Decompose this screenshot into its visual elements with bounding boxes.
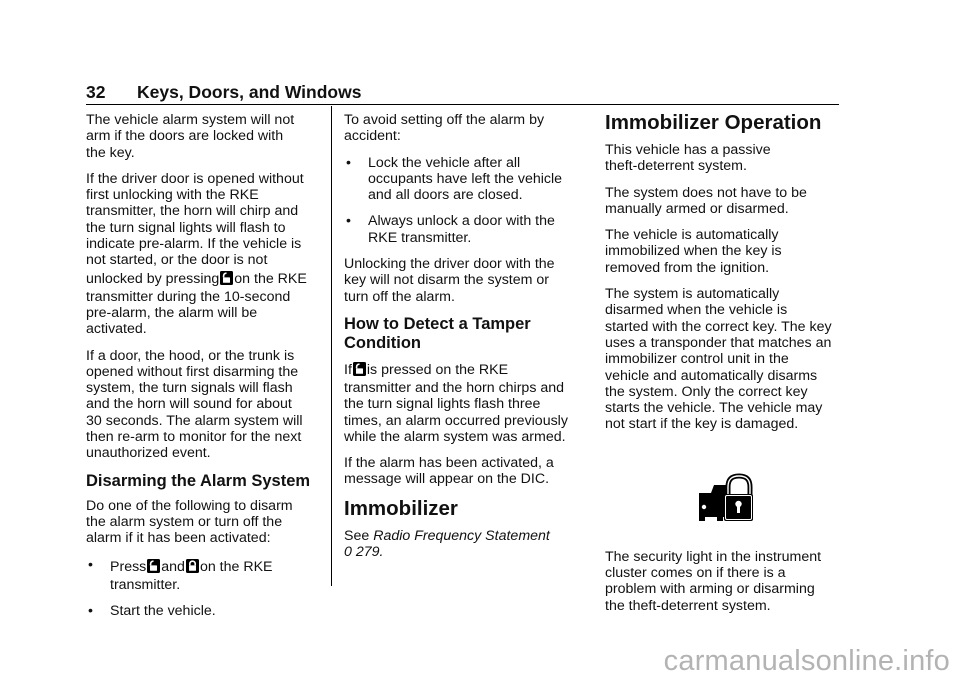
text-line: not started, or the door is not	[86, 252, 268, 269]
text-fragment: on the RKE	[199, 558, 273, 575]
text-line: starts the vehicle. The vehicle may	[605, 400, 823, 417]
text-line: and the horn will sound for about	[86, 396, 292, 413]
unlock-button-icon	[220, 271, 233, 285]
section-heading: Disarming the Alarm System	[86, 471, 311, 490]
section-heading: Immobilizer Operation	[605, 111, 822, 134]
text-line: started with the correct key. The key	[605, 318, 832, 335]
text-line: Condition	[344, 333, 421, 352]
text-line: pre-alarm, the alarm will be	[86, 304, 258, 321]
text-fragment: See	[344, 527, 370, 544]
text-line: the alarm system or turn off the	[86, 513, 283, 530]
text-line: unauthorized event.	[86, 445, 211, 462]
paragraph	[344, 455, 579, 488]
text-line: Start the vehicle.	[110, 602, 216, 619]
text-line: activated.	[86, 321, 147, 338]
text-line: the turn signal lights will flash to	[86, 219, 286, 236]
unlock-button-icon	[147, 559, 160, 573]
text-line: transmitter and the horn chirps and	[344, 379, 565, 396]
paragraph	[86, 171, 321, 338]
text-line: theft-deterrent system.	[605, 158, 747, 175]
text-line: problem with arming or disarming	[605, 581, 815, 598]
paragraph	[86, 112, 321, 161]
paragraph	[86, 348, 321, 462]
bullet: •	[88, 556, 93, 573]
text-line	[344, 528, 579, 544]
text-fragment: on the RKE	[234, 270, 307, 287]
text-line: disarmed when the vehicle is	[605, 302, 788, 319]
lock-button-icon	[186, 559, 199, 573]
text-line: then re-arm to monitor for the next	[86, 429, 302, 446]
column-1	[86, 112, 321, 629]
text-line: The vehicle is automatically	[605, 227, 779, 244]
watermark: carmanualsonline.info	[663, 645, 950, 677]
paragraph	[605, 227, 845, 276]
bullet: •	[346, 154, 351, 171]
text-line: accident:	[344, 128, 401, 145]
text-line: while the alarm system was armed.	[344, 428, 566, 445]
text-line: cluster comes on if there is a	[605, 565, 786, 582]
text-line: If a door, the hood, or the trunk is	[86, 347, 295, 364]
paragraph	[344, 256, 579, 305]
text-line: immobilized when the key is	[605, 243, 782, 260]
page-number: 32	[86, 82, 106, 102]
list-item	[344, 155, 579, 204]
text-line: RKE transmitter.	[368, 229, 472, 246]
page-header	[86, 82, 839, 105]
text-line: immobilizer control unit in the	[605, 351, 789, 368]
text-line: times, an alarm occurred previously	[344, 412, 568, 429]
security-light-icon	[697, 473, 753, 529]
paragraph	[86, 498, 321, 547]
paragraph	[605, 549, 845, 614]
section-heading: Immobilizer	[344, 496, 458, 520]
text-line	[110, 557, 321, 577]
text-line: 30 seconds. The alarm system will	[86, 412, 303, 429]
text-line: transmitter.	[110, 576, 181, 593]
paragraph	[344, 528, 579, 561]
text-line: The vehicle alarm system will not	[86, 112, 295, 128]
list-item	[344, 213, 579, 246]
bullet: •	[346, 213, 351, 230]
text-line: turn off the alarm.	[344, 288, 455, 305]
text-line: This vehicle has a passive	[605, 142, 771, 158]
column-divider	[331, 106, 332, 586]
text-line: Do one of the following to disarm	[86, 497, 293, 514]
cross-reference-link[interactable]: Radio Frequency Statement	[373, 527, 550, 544]
text-line: indicate pre-alarm. If the vehicle is	[86, 236, 302, 253]
text-line: vehicle and automatically disarms	[605, 367, 818, 384]
paragraph	[605, 286, 845, 433]
text-line: Always unlock a door with the	[368, 213, 555, 230]
text-line	[344, 360, 579, 380]
text-line: The system is automatically	[605, 286, 780, 303]
text-fragment: and	[161, 558, 185, 575]
text-line: the theft-deterrent system.	[605, 597, 771, 614]
text-line: the system. Only the correct key	[605, 383, 808, 400]
bullet: •	[88, 602, 93, 619]
text-line: uses a transponder that matches an	[605, 334, 832, 351]
text-line: opened without first disarming the	[86, 363, 299, 380]
text-line: removed from the ignition.	[605, 259, 770, 276]
text-line: The security light in the instrument	[605, 548, 822, 565]
text-line	[86, 269, 321, 289]
unlock-button-icon	[353, 362, 366, 376]
text-line: first unlocking with the RKE	[86, 187, 259, 204]
text-line: alarm if it has been activated:	[86, 530, 271, 547]
column-3	[605, 112, 845, 624]
page-reference-link[interactable]: 0 279.	[344, 544, 384, 561]
page-title: Keys, Doors, and Windows	[137, 82, 362, 102]
paragraph	[605, 142, 845, 175]
text-fragment: Press	[110, 558, 147, 575]
text-line: arm if the doors are locked with	[86, 128, 284, 145]
text-line: To avoid setting off the alarm by	[344, 112, 545, 128]
text-fragment: If	[344, 361, 352, 378]
text-line: How to Detect a Tamper	[344, 314, 531, 333]
text-line: system, the turn signals will flash	[86, 380, 293, 397]
section-heading	[344, 315, 579, 353]
list-item	[86, 557, 321, 593]
text-fragment: is pressed on the RKE	[366, 361, 509, 378]
text-line: transmitter, the horn will chirp and	[86, 203, 299, 220]
text-line: the turn signal lights flash three	[344, 396, 541, 413]
text-line: occupants have left the vehicle	[368, 170, 563, 187]
list-item	[86, 603, 321, 619]
paragraph	[344, 360, 579, 445]
column-2	[344, 112, 579, 570]
text-line: and all doors are closed.	[368, 187, 523, 204]
text-line: the key.	[86, 144, 135, 161]
text-line: If the alarm has been activated, a	[344, 455, 554, 472]
text-line: transmitter during the 10-second	[86, 288, 291, 305]
text-line: message will appear on the DIC.	[344, 471, 550, 488]
text-line: manually armed or disarmed.	[605, 200, 789, 217]
paragraph	[605, 185, 845, 218]
text-fragment: unlocked by pressing	[86, 270, 220, 287]
text-line: Lock the vehicle after all	[368, 154, 521, 171]
paragraph	[344, 112, 579, 145]
text-line: key will not disarm the system or	[344, 272, 549, 289]
text-line: not start if the key is damaged.	[605, 416, 799, 433]
text-line: The system does not have to be	[605, 184, 807, 201]
text-line: Unlocking the driver door with the	[344, 256, 555, 273]
text-line: If the driver door is opened without	[86, 170, 304, 187]
